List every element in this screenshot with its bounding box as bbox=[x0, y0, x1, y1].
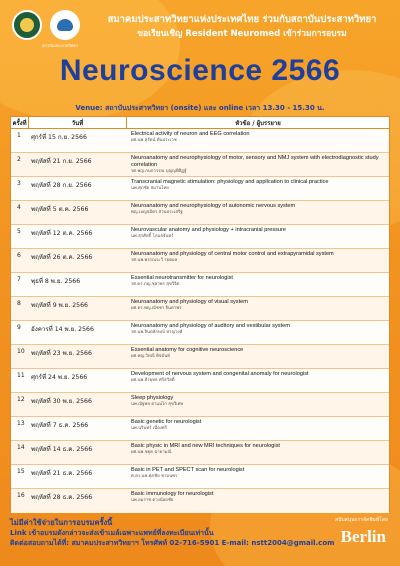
session-details bbox=[127, 177, 389, 200]
session-number: 5 bbox=[17, 228, 21, 235]
session-date: พฤหัสที่ 12 ต.ค. 2566 bbox=[31, 230, 93, 237]
session-speaker: นพ.ณัฐพล ดาแม่ไก่ สุขวิเศษ bbox=[131, 402, 184, 408]
footer-free-note: ไม่มีค่าใช้จ่ายในการอบรมครั้งนี้ bbox=[10, 518, 113, 527]
session-date: ศุกร์ที่ 24 พ.ย. 2566 bbox=[31, 374, 88, 381]
session-speaker: ผศ.ดร.พญ.ณัชชา จินดาพร bbox=[131, 306, 182, 312]
logo-caption: สถาบันประสาทวิทยา bbox=[41, 43, 78, 48]
session-speaker: รศ.พญ.กนกวรรณ บุญญพิสิฏฐ์ bbox=[131, 168, 187, 174]
session-details bbox=[127, 273, 389, 296]
session-number: 8 bbox=[17, 300, 21, 307]
session-details bbox=[127, 321, 389, 344]
header-line-1: สมาคมประสาทวิทยาแห่งประเทศไทย ร่วมกับสถาบันประสาทวิทยา bbox=[107, 14, 377, 25]
session-number: 3 bbox=[17, 180, 21, 187]
table-row bbox=[11, 417, 389, 441]
session-date: พฤหัสที่ 5 ต.ค. 2566 bbox=[31, 206, 89, 213]
session-topic: Essential neurotransmitter for neurologist bbox=[131, 275, 233, 281]
logo-group bbox=[12, 10, 80, 40]
session-topic: Development of nervous system and congenital anomaly for neurologist bbox=[131, 371, 309, 377]
session-speaker: ผศ.พญ.วัทณี ดิจมันท์ bbox=[131, 354, 170, 360]
session-speaker: นพ.สุรศักดิ์ โกมลจันทร์ bbox=[131, 234, 174, 240]
column-header-date: วันที่ bbox=[29, 117, 127, 128]
session-number: 9 bbox=[17, 324, 21, 331]
session-date: อังคารที่ 14 พ.ย. 2566 bbox=[31, 326, 94, 333]
session-speaker: พญ.เบญจมิตร สวนประเสริฐ bbox=[131, 210, 183, 216]
session-details bbox=[127, 297, 389, 320]
session-topic: Neuroanatomy and physiology of central motor control and extrapyramidal system bbox=[131, 251, 334, 257]
table-row bbox=[11, 297, 389, 321]
session-topic: Basic in PET and SPECT scan for neurologist bbox=[131, 467, 245, 473]
session-speaker: ศ.ดร.นพ.ศุภชัย ชามนพร bbox=[131, 474, 178, 480]
session-details bbox=[127, 393, 389, 416]
sponsor-brand-logo: Berlin bbox=[340, 527, 386, 546]
session-topic: Essential anatomy for cognitive neuroscience bbox=[131, 347, 244, 353]
session-topic: Basic physic in MRI and new MRI techniques for neurologist bbox=[131, 443, 280, 449]
brain-institute-logo bbox=[50, 10, 80, 40]
session-number: 2 bbox=[17, 156, 21, 163]
session-details bbox=[127, 249, 389, 272]
table-row bbox=[11, 201, 389, 225]
session-topic: Neurovascular anatomy and physiology + intracranial pressure bbox=[131, 227, 286, 233]
session-details bbox=[127, 225, 389, 248]
schedule-table bbox=[10, 116, 390, 512]
table-row bbox=[11, 225, 389, 249]
session-date: พฤหัสที่ 23 พ.ย. 2566 bbox=[31, 350, 92, 357]
table-row bbox=[11, 369, 389, 393]
venue-info: Venue: สถาบันประสาทวิทยา (onsite) และ online เวลา 13.30 - 15.30 น. bbox=[75, 104, 325, 112]
session-date: พฤหัสที่ 26 ต.ค. 2566 bbox=[31, 254, 93, 261]
session-details bbox=[127, 441, 389, 464]
table-header bbox=[11, 117, 389, 129]
session-speaker: ผศ.นพ.ชยุต ฉายามณี bbox=[131, 450, 172, 456]
session-date: พฤหัสที่ 14 ธ.ค. 2566 bbox=[31, 446, 93, 453]
session-speaker: นพ.นรินทร์ เนื่องศรี bbox=[131, 426, 167, 432]
table-row bbox=[11, 345, 389, 369]
session-date: พฤหัสที่ 28 ธ.ค. 2566 bbox=[31, 494, 93, 501]
session-number: 14 bbox=[17, 444, 25, 451]
session-date: พฤหัสที่ 21 ก.ย. 2566 bbox=[31, 158, 92, 165]
column-header-no: ครั้งที่ bbox=[11, 117, 29, 128]
session-number: 10 bbox=[17, 348, 25, 355]
session-date: พฤหัสที่ 28 ก.ย. 2566 bbox=[31, 182, 92, 189]
header-line-2: ขอเรียนเชิญ Resident Neuromed เข้าร่วมการอบรม bbox=[137, 29, 347, 39]
table-row bbox=[11, 489, 389, 513]
session-date: ศุกร์ที่ 15 ก.ย. 2566 bbox=[31, 134, 87, 141]
session-number: 13 bbox=[17, 420, 25, 427]
session-details bbox=[127, 465, 389, 488]
table-row bbox=[11, 273, 389, 297]
session-details bbox=[127, 345, 389, 368]
session-topic: Electrical activity of neuron and EEG correlation bbox=[131, 131, 250, 137]
session-details bbox=[127, 369, 389, 392]
footer bbox=[10, 518, 335, 548]
footer-link-note: Link เข้าอบรมดังกล่าวจะส่งเข้าเมล์เฉพาะแพทย์ที่ลงทะเบียนเท่านั้น bbox=[10, 529, 214, 537]
session-topic: Sleep physiology bbox=[131, 395, 174, 401]
session-topic: Transcranial magnetic stimulation: physiology and application to clinical practice bbox=[131, 179, 329, 185]
session-topic: Neuroanatomy and physiology of visual system bbox=[131, 299, 248, 305]
table-row bbox=[11, 465, 389, 489]
session-date: พฤหัสที่ 30 พ.ย. 2566 bbox=[31, 398, 92, 405]
session-details bbox=[127, 201, 389, 224]
session-number: 12 bbox=[17, 396, 25, 403]
table-row bbox=[11, 249, 389, 273]
session-date: พฤหัสที่ 7 ธ.ค. 2566 bbox=[31, 422, 89, 429]
session-details bbox=[127, 153, 389, 176]
session-number: 1 bbox=[17, 132, 21, 139]
session-number: 6 bbox=[17, 252, 21, 259]
session-details bbox=[127, 417, 389, 440]
session-details bbox=[127, 129, 389, 152]
session-topic: Neuroanatomy and neurophysiology of autonomic nervous system bbox=[131, 203, 296, 209]
sponsor-label: สนับสนุนการจัดพิมพ์โดย bbox=[335, 517, 388, 523]
session-number: 16 bbox=[17, 492, 25, 499]
session-number: 4 bbox=[17, 204, 21, 211]
session-number: 15 bbox=[17, 468, 25, 475]
session-speaker: นพ.ศุภชัย สมานไทย bbox=[131, 186, 169, 192]
session-topic: Basic genetic for neurologist bbox=[131, 419, 202, 425]
table-row bbox=[11, 129, 389, 153]
table-body bbox=[11, 129, 389, 513]
session-date: พฤหัสที่ 9 พ.ย. 2566 bbox=[31, 302, 88, 309]
table-row bbox=[11, 393, 389, 417]
session-speaker: รศ.ดร.ภญ.ชุลาพร สุขวิจิต bbox=[131, 282, 180, 288]
table-row bbox=[11, 321, 389, 345]
table-row bbox=[11, 177, 389, 201]
association-logo bbox=[12, 10, 42, 40]
session-number: 7 bbox=[17, 276, 21, 283]
session-date: พุธที่ 8 พ.ย. 2566 bbox=[31, 278, 81, 285]
session-speaker: รศ.นพ.จินตลักษณ์ หาญวงศ์ bbox=[131, 330, 183, 336]
table-row bbox=[11, 441, 389, 465]
session-topic: Neuroanatomy and physiology of auditory and vestibular system bbox=[131, 323, 290, 329]
session-speaker: รศ.นพ.พรรณระวี รอดผล bbox=[131, 258, 178, 264]
session-speaker: ผศ.นพ.ธีรยุทธ ศรีสวัสดิ์ bbox=[131, 378, 175, 384]
page-title: Neuroscience 2566 bbox=[59, 54, 341, 87]
footer-contact: ติดต่อสอบถามได้ที่: สมาคมประสาทวิทยาฯ โทรศัพท์ 02-716-5901 E-mail: nstt2004@gmail.com bbox=[10, 539, 335, 547]
session-topic: Basic immunology for neurologist bbox=[131, 491, 214, 497]
session-number: 11 bbox=[17, 372, 25, 379]
session-date: พฤหัสที่ 21 ธ.ค. 2566 bbox=[31, 470, 93, 477]
table-row bbox=[11, 153, 389, 177]
session-topic: Neuroanatomy and neurophysiology of motor, sensory and NMJ system with electrodiagnostic study correlation bbox=[131, 155, 379, 168]
column-header-topic: หัวข้อ / ผู้บรรยาย bbox=[235, 119, 281, 127]
session-details bbox=[127, 489, 389, 513]
session-speaker: ผศ.นพ.สุรัตน์ ตันประเวช bbox=[131, 138, 177, 144]
session-speaker: นพ.ยมราช ดวงน้อยชัย bbox=[131, 498, 174, 504]
